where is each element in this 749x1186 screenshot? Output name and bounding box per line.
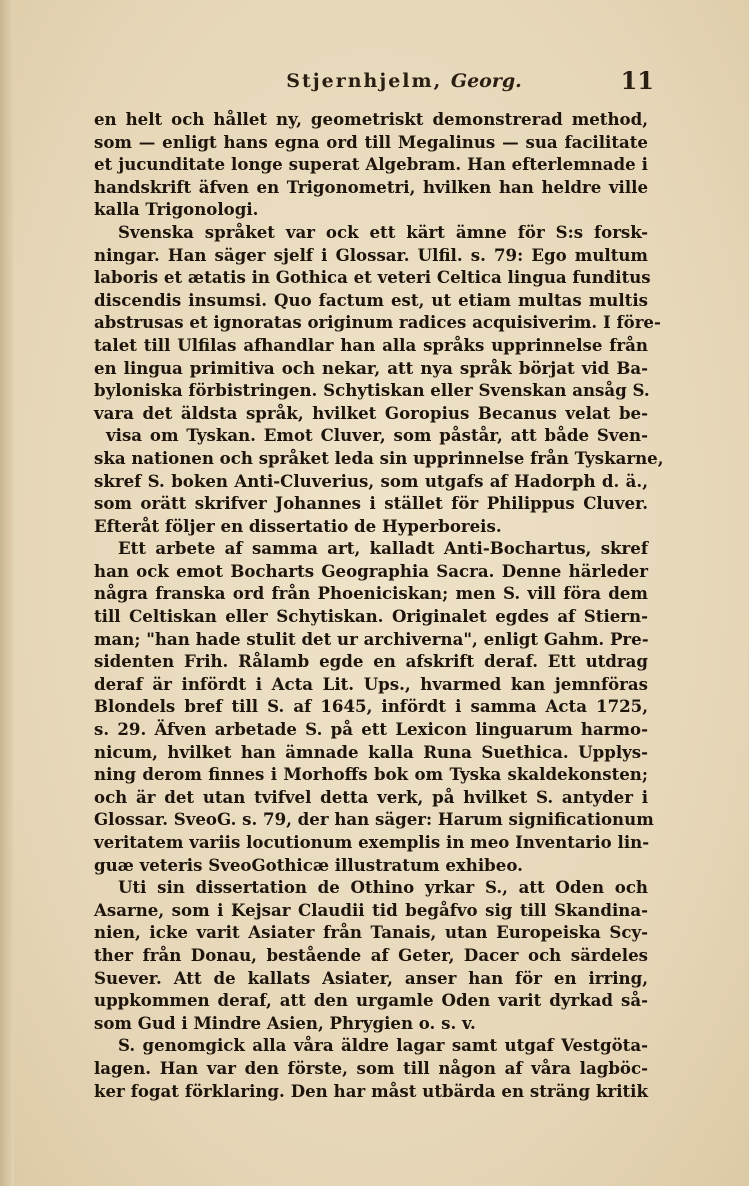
text-line: ska nationen och språket leda sin upprinnelse från Tyskarne, [94,447,664,468]
text-line: som orätt skrifver Johannes i stället för Philippus Cluver. [94,493,648,514]
body-text [94,108,664,1102]
text-line: discendis insumsi. Quo factum est, ut etiam multas multis [94,289,648,310]
text-line: som Gud i Mindre Asien, Phrygien o. s. v. [94,1012,476,1033]
text-line: några franska ord från Phoeniciskan; men S. vill föra dem [94,583,648,604]
text-line: en helt och hållet ny, geometriskt demonstrerad method, [94,109,648,129]
text-line: kalla Trigonologi. [94,199,259,220]
text-line: nicum, hvilket han ämnade kalla Runa Suethica. Upplys- [94,741,648,762]
text-line: s. 29. Äfven arbetade S. på ett Lexicon linguarum harmo- [94,719,648,740]
page-binding-edge [0,0,14,1186]
text-line: handskrift äfven en Trigonometri, hvilken han heldre ville [94,176,648,197]
text-line: laboris et ætatis in Gothica et veteri Celtica lingua funditus [94,267,651,288]
text-line: abstrusas et ignoratas originum radices acquisiverim. I före- [94,312,661,333]
text-line: S. genomgick alla våra äldre lagar samt utgaf Vestgöta- [118,1035,648,1056]
text-line: Svenska språket var ock ett kärt ämne för S:s forsk- [118,221,648,242]
text-line: lagen. Han var den förste, som till någon af våra lagböc- [94,1057,648,1078]
running-header [94,64,654,100]
text-line: Efteråt följer en dissertatio de Hyperboreis. [94,515,502,536]
text-line: ther från Donau, bestående af Geter, Dacer och särdeles [94,944,648,965]
text-line: byloniska förbistringen. Schytiskan eller Svenskan ansåg S. [94,380,650,401]
page-number: 11 [620,66,654,95]
text-line: en lingua primitiva och nekar, att nya språk börjat vid Ba- [94,357,648,378]
text-line: ningar. Han säger sjelf i Glossar. Ulfil. s. 79: Ego multum [94,244,648,265]
text-line: Blondels bref till S. af 1645, infördt i samma Acta 1725, [94,696,648,717]
text-line: till Celtiskan eller Schytiskan. Originalet egdes af Stiern- [94,606,648,627]
text-line: man; "han hade stulit det ur archiverna", enligt Gahm. Pre- [94,628,649,649]
text-line: ker fogat förklaring. Den har måst utbärda en sträng kritik [94,1080,648,1101]
text-line: sidenten Frih. Rålamb egde en afskrift deraf. Ett utdrag [94,651,648,672]
text-line: Glossar. SveoG. s. 79, der han säger: Harum significationum [94,809,654,830]
text-line: nien, icke varit Asiater från Tanais, utan Europeiska Scy- [94,922,648,943]
text-line: ning derom finnes i Morhoffs bok om Tyska skaldekonsten; [94,764,648,785]
running-head-title [254,70,554,92]
text-line: och är det utan tvifvel detta verk, på hvilket S. antyder i [94,786,648,807]
text-line: et jucunditate longe superat Algebram. Han efterlemnade i [94,154,648,175]
text-line: Asarne, som i Kejsar Claudii tid begåfvo sig till Skandina- [94,899,648,920]
text-line: Uti sin dissertation de Othino yrkar S., att Oden och [118,877,648,898]
text-line: guæ veteris SveoGothicæ illustratum exhibeo. [94,854,523,875]
text-line: deraf är infördt i Acta Lit. Ups., hvarmed kan jemnföras [94,673,648,694]
text-line: Suever. Att de kallats Asiater, anser han för en irring, [94,967,648,988]
author-forename: Georg. [450,70,522,92]
text-line: som — enligt hans egna ord till Megalinus — sua facilitate [94,131,648,152]
text-line: skref S. boken Anti-Cluverius, som utgafs af Hadorph d. ä., [94,470,648,491]
text-line: visa om Tyskan. Emot Cluver, som påstår, att både Sven- [106,425,648,446]
text-line: veritatem variis locutionum exemplis in meo Inventario lin- [94,832,650,852]
text-line: uppkommen deraf, att den urgamle Oden varit dyrkad så- [94,990,648,1011]
text-line: Ett arbete af samma art, kalladt Anti-Bochartus, skref [118,538,648,559]
text-line: vara det äldsta språk, hvilket Goropius Becanus velat be- [94,402,648,423]
author-surname: Stjernhjelm, [286,70,443,92]
text-line: talet till Ulfilas afhandlar han alla språks upprinnelse från [94,334,648,355]
text-line: han ock emot Bocharts Geographia Sacra. Denne härleder [94,560,648,581]
